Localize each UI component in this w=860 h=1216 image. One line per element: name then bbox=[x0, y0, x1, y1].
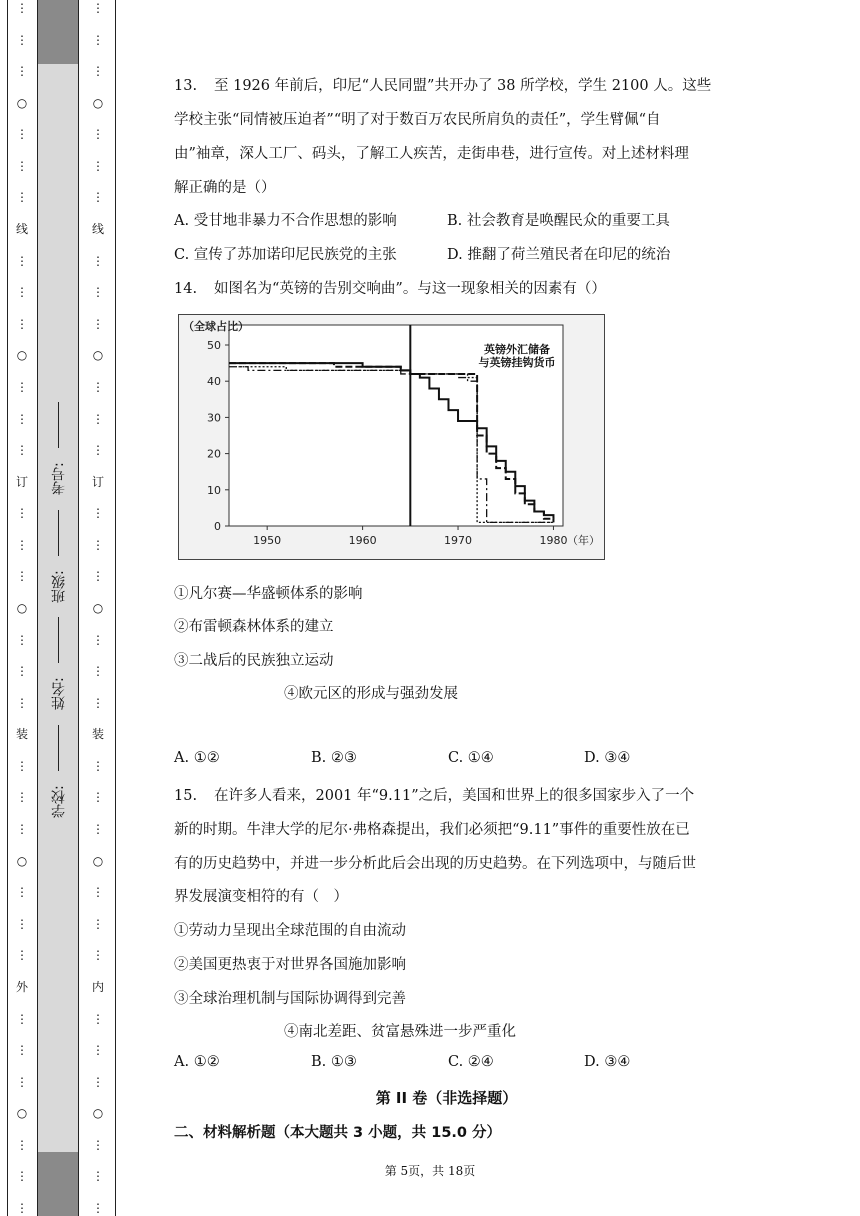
q15-option-c[interactable]: C. ②④ bbox=[448, 1054, 494, 1070]
outer-dots: ⋮ bbox=[16, 32, 28, 47]
q14-item-4: ④欧元区的形成与强劲发展 bbox=[284, 686, 458, 702]
outer-dots: ⋮ bbox=[16, 379, 28, 394]
outer-dots: ⋮ bbox=[16, 569, 28, 584]
q15-number: 15. bbox=[174, 788, 198, 804]
inner-dots: ⋮ bbox=[92, 411, 104, 426]
outer-dots: ⋮ bbox=[16, 64, 28, 79]
outer-dots: ⋮ bbox=[16, 758, 28, 773]
inner-dots: ⋮ bbox=[92, 1169, 104, 1184]
y-tick-label: 0 bbox=[214, 520, 221, 533]
q13-stem-line-3: 由”袖章，深人工厂、码头，了解工人疾苦，走街串巷，进行宣传。对上述材料理 bbox=[174, 146, 689, 162]
inner-dots: ⋮ bbox=[92, 253, 104, 268]
q14-item-2: ②布雷顿森林体系的建立 bbox=[174, 619, 334, 635]
outer-dots: ⋮ bbox=[16, 411, 28, 426]
outer-dots: ⋮ bbox=[16, 1200, 28, 1215]
y-tick-label: 30 bbox=[207, 411, 221, 425]
binding-dark-block-top bbox=[38, 0, 78, 64]
outer-dots: ⋮ bbox=[16, 506, 28, 521]
outer-dots: ⋮ bbox=[16, 1, 28, 15]
outer-circle-mark: ○ bbox=[16, 95, 28, 110]
q13-option-d[interactable]: D. 推翻了荷兰殖民者在印尼的统治 bbox=[447, 247, 671, 263]
y-tick-label: 10 bbox=[207, 483, 221, 497]
inner-dots: ⋮ bbox=[92, 443, 104, 458]
class-field-label: 班级: bbox=[51, 570, 67, 603]
exam-number-field-blank[interactable] bbox=[59, 402, 60, 448]
inner-dots: ⋮ bbox=[92, 158, 104, 173]
outer-dots: ⋮ bbox=[16, 253, 28, 268]
inner-dots: ⋮ bbox=[92, 537, 104, 552]
inner-dots: ⋮ bbox=[92, 885, 104, 900]
binding-rule bbox=[115, 0, 116, 1216]
binding-rule bbox=[78, 0, 79, 1216]
q14-item-1: ①凡尔赛—华盛顿体系的影响 bbox=[174, 586, 363, 602]
inner-dots: ⋮ bbox=[92, 790, 104, 805]
chart-svg bbox=[179, 315, 604, 559]
q13-option-a[interactable]: A. 受甘地非暴力不合作思想的影响 bbox=[174, 213, 397, 229]
x-axis-unit: （年） bbox=[567, 534, 600, 547]
inner-dots: ⋮ bbox=[92, 569, 104, 584]
inner-circle-mark: ○ bbox=[92, 1106, 104, 1121]
inner-dots: ⋮ bbox=[92, 1043, 104, 1058]
inner-dots: ⋮ bbox=[92, 632, 104, 647]
outer-label: 订 bbox=[15, 474, 28, 489]
outer-dots: ⋮ bbox=[16, 127, 28, 142]
name-field-blank[interactable] bbox=[59, 617, 60, 663]
outer-dots: ⋮ bbox=[16, 822, 28, 837]
q13-stem-line-1: 至 1926 年前后，印尼“人民同盟”共开办了 38 所学校，学生 2100 人。这些 bbox=[214, 78, 712, 94]
outer-dots: ⋮ bbox=[16, 537, 28, 552]
inner-dots: ⋮ bbox=[92, 664, 104, 679]
q14-item-3: ③二战后的民族独立运动 bbox=[174, 653, 334, 669]
outer-dots: ⋮ bbox=[16, 1011, 28, 1026]
student-info-fields bbox=[46, 395, 72, 825]
x-tick-label: 1960 bbox=[348, 534, 377, 547]
y-tick-label: 50 bbox=[207, 339, 221, 352]
page-footer: 第 5页，共 18页 bbox=[384, 1164, 476, 1178]
q15-line-1 bbox=[174, 784, 719, 805]
y-tick-label: 40 bbox=[207, 375, 221, 389]
q13-stem-line-2: 学校主张“同情被压迫者”“明了对于数百万农民所肩负的责任”，学生臂佩“自 bbox=[174, 112, 661, 128]
outer-circle-mark: ○ bbox=[16, 348, 28, 363]
inner-dots: ⋮ bbox=[92, 758, 104, 773]
q14-stem-text: 如图名为“英镑的告别交响曲”。与这一现象相关的因素有（） bbox=[214, 281, 606, 297]
inner-dots: ⋮ bbox=[92, 695, 104, 710]
outer-dots: ⋮ bbox=[16, 1137, 28, 1152]
outer-dots: ⋮ bbox=[16, 695, 28, 710]
y-axis-label: （全球占比） bbox=[183, 320, 249, 333]
q15-stem-line-1: 在许多人看来，2001 年“9.11”之后，美国和世界上的很多国家步入了一个 bbox=[214, 788, 695, 804]
outer-dots: ⋮ bbox=[16, 158, 28, 173]
x-tick-label: 1970 bbox=[444, 534, 473, 547]
q15-option-a[interactable]: A. ①② bbox=[174, 1054, 220, 1070]
inner-dots: ⋮ bbox=[92, 1074, 104, 1089]
inner-label: 装 bbox=[91, 727, 104, 742]
q15-option-d[interactable]: D. ③④ bbox=[584, 1054, 631, 1070]
q14-option-b[interactable]: B. ②③ bbox=[311, 750, 357, 766]
outer-dots: ⋮ bbox=[16, 1043, 28, 1058]
outer-dots: ⋮ bbox=[16, 948, 28, 963]
q15-stem-line-2: 新的时期。牛津大学的尼尔·弗格森提出，我们必须把“9.11”事件的重要性放在已 bbox=[174, 822, 690, 838]
outer-dots: ⋮ bbox=[16, 916, 28, 931]
outer-dots: ⋮ bbox=[16, 632, 28, 647]
inner-label: 内 bbox=[91, 979, 104, 994]
q14-number: 14. bbox=[174, 281, 198, 297]
inner-dots: ⋮ bbox=[92, 948, 104, 963]
q14-option-d[interactable]: D. ③④ bbox=[584, 750, 631, 766]
class-field-blank[interactable] bbox=[59, 510, 60, 556]
q15-stem-line-3: 有的历史趋势中，并进一步分析此后会出现的历史趋势。在下列选项中，与随后世 bbox=[174, 856, 696, 872]
outer-dots: ⋮ bbox=[16, 664, 28, 679]
inner-dots: ⋮ bbox=[92, 506, 104, 521]
sterling-share-chart bbox=[178, 314, 605, 560]
outer-label: 外 bbox=[15, 979, 28, 994]
outer-dots: ⋮ bbox=[16, 443, 28, 458]
outer-label: 装 bbox=[15, 727, 28, 742]
inner-dots: ⋮ bbox=[92, 32, 104, 47]
inner-dots: ⋮ bbox=[92, 379, 104, 394]
outer-dots: ⋮ bbox=[16, 1074, 28, 1089]
q13-option-b[interactable]: B. 社会教育是唤醒民众的重要工具 bbox=[447, 213, 670, 229]
outer-dots: ⋮ bbox=[16, 885, 28, 900]
inner-dotted-cut-line bbox=[88, 0, 108, 1216]
outer-circle-mark: ○ bbox=[16, 853, 28, 868]
binding-rule bbox=[7, 0, 8, 1216]
q13-stem-line-4: 解正确的是（） bbox=[174, 180, 276, 196]
inner-dots: ⋮ bbox=[92, 316, 104, 331]
exam-number-field-label: 考号: bbox=[51, 462, 67, 496]
inner-dots: ⋮ bbox=[92, 1, 104, 15]
inner-dots: ⋮ bbox=[92, 916, 104, 931]
q15-item-1: ①劳动力呈现出全球范围的自由流动 bbox=[174, 923, 406, 939]
inner-label: 订 bbox=[91, 474, 104, 489]
school-field-label: 学校: bbox=[51, 785, 67, 818]
outer-dots: ⋮ bbox=[16, 790, 28, 805]
chart-annotation-line: 英镑外汇储备 bbox=[484, 343, 550, 356]
school-field-blank[interactable] bbox=[59, 725, 60, 771]
section2-heading: 二、材料解析题（本大题共 3 小题，共 15.0 分） bbox=[174, 1125, 502, 1141]
inner-circle-mark: ○ bbox=[92, 348, 104, 363]
chart-annotation-line: 与英镑挂钩货币 bbox=[478, 356, 556, 369]
y-tick-label: 20 bbox=[207, 447, 221, 461]
q14-option-c[interactable]: C. ①④ bbox=[448, 750, 494, 766]
outer-dots: ⋮ bbox=[16, 190, 28, 205]
q15-item-2: ②美国更热衷于对世界各国施加影响 bbox=[174, 957, 406, 973]
inner-circle-mark: ○ bbox=[92, 600, 104, 615]
inner-dots: ⋮ bbox=[92, 285, 104, 300]
inner-dots: ⋮ bbox=[92, 127, 104, 142]
q15-item-4: ④南北差距、贫富悬殊进一步严重化 bbox=[284, 1024, 516, 1040]
q14-option-a[interactable]: A. ①② bbox=[174, 750, 220, 766]
outer-dotted-cut-line bbox=[12, 0, 32, 1216]
outer-dots: ⋮ bbox=[16, 316, 28, 331]
q13-option-c[interactable]: C. 宣传了苏加诺印尼民族党的主张 bbox=[174, 247, 397, 263]
x-tick-label: 1950 bbox=[253, 534, 282, 547]
inner-circle-mark: ○ bbox=[92, 853, 104, 868]
outer-circle-mark: ○ bbox=[16, 1106, 28, 1121]
name-field-label: 姓名: bbox=[51, 677, 67, 711]
inner-dots: ⋮ bbox=[92, 190, 104, 205]
inner-dots: ⋮ bbox=[92, 1200, 104, 1215]
inner-circle-mark: ○ bbox=[92, 95, 104, 110]
inner-dots: ⋮ bbox=[92, 1137, 104, 1152]
outer-dots: ⋮ bbox=[16, 1169, 28, 1184]
inner-dots: ⋮ bbox=[92, 1011, 104, 1026]
outer-dots: ⋮ bbox=[16, 285, 28, 300]
outer-circle-mark: ○ bbox=[16, 600, 28, 615]
x-tick-label: 1980 bbox=[539, 534, 568, 547]
inner-dots: ⋮ bbox=[92, 822, 104, 837]
inner-dots: ⋮ bbox=[92, 64, 104, 79]
q15-option-b[interactable]: B. ①③ bbox=[311, 1054, 357, 1070]
q15-stem-line-4: 界发展演变相符的有（ ） bbox=[174, 889, 348, 905]
inner-label: 线 bbox=[91, 222, 104, 237]
outer-label: 线 bbox=[15, 222, 28, 237]
q15-item-3: ③全球治理机制与国际协调得到完善 bbox=[174, 991, 406, 1007]
part2-title: 第 II 卷（非选择题） bbox=[375, 1089, 518, 1107]
q13-number: 13. bbox=[174, 78, 198, 94]
q13-line-1 bbox=[174, 74, 719, 95]
q14-stem bbox=[174, 277, 719, 298]
